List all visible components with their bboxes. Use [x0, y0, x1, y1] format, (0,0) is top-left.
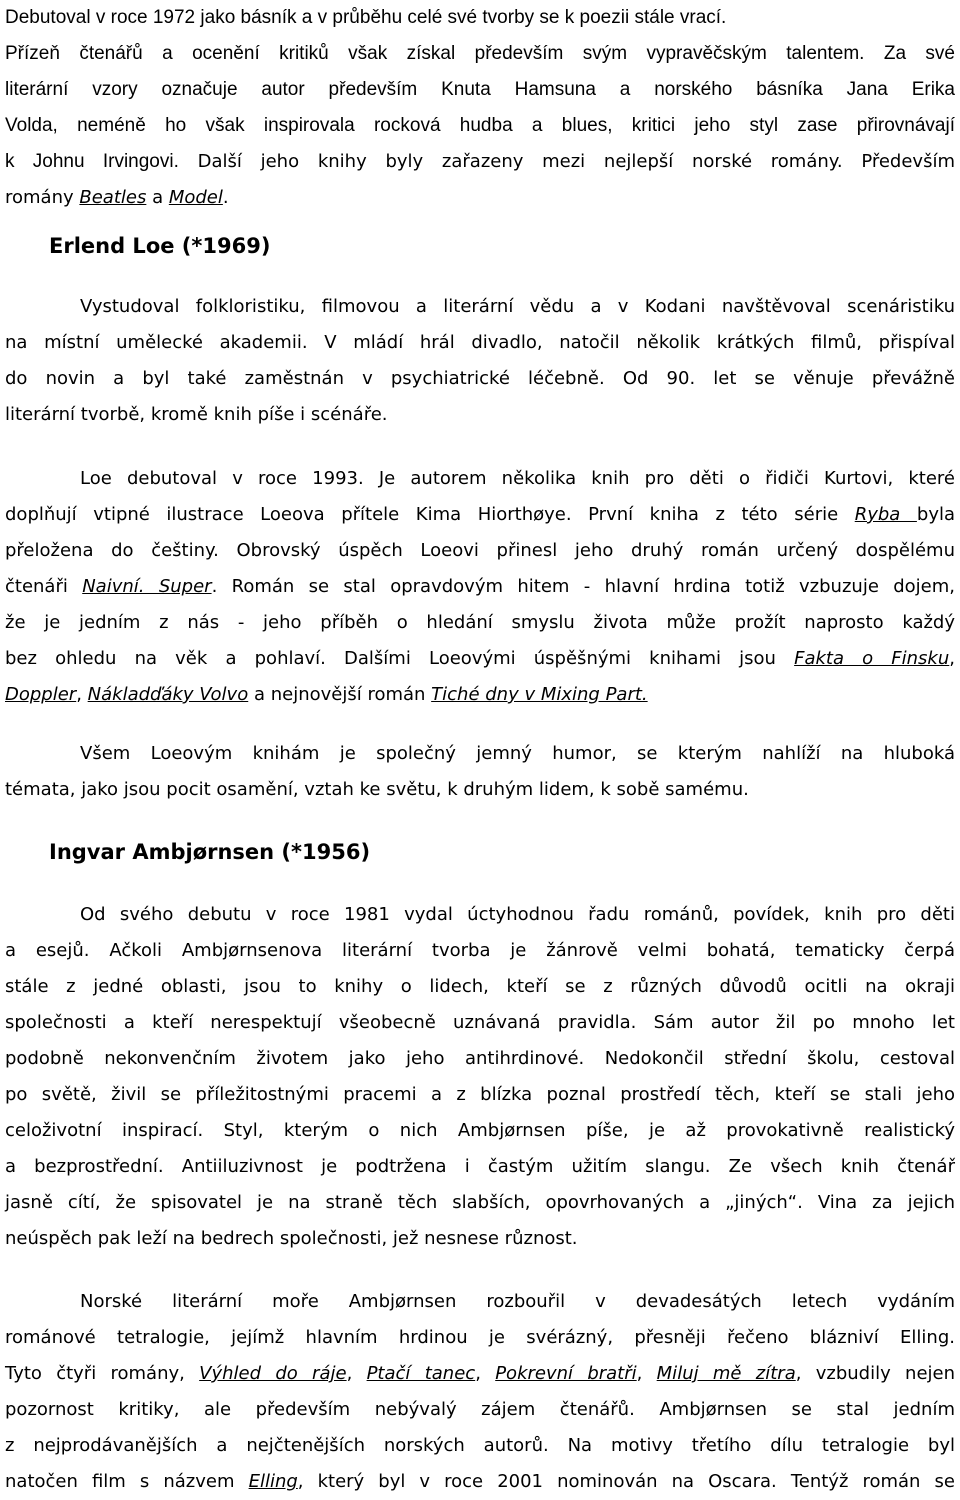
- intro-paragraph: [5, 0, 955, 216]
- text-line: podobně nekonvenčním životem jako jeho antihrdinové. Nedokončil střední školu, cestoval: [5, 1048, 955, 1069]
- book-title-model: Model: [168, 187, 223, 208]
- loe-paragraph-3: [5, 736, 955, 808]
- loe-paragraph-1: [5, 289, 955, 433]
- text-line: Doppler, Nákladďáky Volvo a nejnovější román Tiché dny v Mixing Part.: [5, 684, 648, 705]
- loe-paragraph-2: [5, 461, 955, 713]
- text-line: celoživotní inspirací. Styl, kterým o nich Ambjørnsen píše, je až provokativně realistický: [5, 1120, 955, 1141]
- book-title-tiche-dny: Tiché dny v Mixing Part.: [431, 684, 648, 705]
- book-title-beatles: Beatles: [79, 187, 147, 208]
- text-line: natočen film s názvem Elling, který byl v roce 2001 nominován na Oscara. Tentýž román se: [5, 1471, 955, 1492]
- text-line: na místní umělecké akademii. V mládí hrál divadlo, natočil několik krátkých filmů, přispíval: [5, 332, 955, 353]
- text-line: k Johnu Irvingovi. Další jeho knihy byly zařazeny mezi nejlepší norské romány. Především: [5, 151, 955, 172]
- text-line: a esejů. Ačkoli Ambjørnsenova literární tvorba je žánrově velmi bohatá, tematicky čerpá: [5, 940, 955, 961]
- book-title-nakladaky-volvo: Nákladďáky Volvo: [87, 684, 249, 705]
- text-line: Všem Loeovým knihám je společný jemný humor, se kterým nahlíží na hluboká: [80, 743, 955, 764]
- text-line: do novin a byl také zaměstnán v psychiatrické léčebně. Od 90. let se věnuje převážně: [5, 368, 955, 389]
- text-line: literární tvorbě, kromě knih píše i scénáře.: [5, 404, 388, 425]
- text-line: jasně cítí, že spisovatel je na straně těch slabších, opovrhovaných a „jiných“. Vina za jejich: [5, 1192, 955, 1213]
- book-title-fakta-o-finsku: Fakta o Finsku: [794, 648, 950, 669]
- book-title-ptaci-tanec: Ptačí tanec: [366, 1363, 476, 1384]
- ambjornsen-paragraph-2: [5, 1284, 955, 1500]
- text-line: neúspěch pak leží na bedrech společnosti, jež nesnese různost.: [5, 1228, 578, 1249]
- text-line: témata, jako jsou pocit osamění, vztah ke světu, k druhým lidem, k sobě samému.: [5, 779, 749, 800]
- text-line: stále z jedné oblasti, jsou to knihy o lidech, kteří se z různých důvodů ocitli na okraji: [5, 976, 955, 997]
- section-heading-erlend-loe: Erlend Loe (*1969): [49, 234, 271, 258]
- text-line: a bezprostřední. Antiiluzivnost je podtržena i častým užitím slangu. Ze všech knih čtenář: [5, 1156, 955, 1177]
- text-line: románové tetralogie, jejímž hlavním hrdinou je svérázný, přesněji řečeno blázniví Elling.: [5, 1327, 955, 1348]
- text-line: bez ohledu na věk a pohlaví. Dalšími Loeovými úspěšnými knihami jsou Fakta o Finsku,: [5, 648, 956, 669]
- text-line: Přízeň čtenářů a ocenění kritiků však získal především svým vypravěčským talentem. Za své: [5, 43, 955, 64]
- book-title-miluj-me-zitra: Miluj mě zítra: [656, 1363, 796, 1384]
- text-line: Debutoval v roce 1972 jako básník a v průběhu celé své tvorby se k poezii stále vrací.: [5, 7, 727, 28]
- book-title-ryba: Ryba: [854, 504, 917, 525]
- text-line: přeložena do češtiny. Obrovský úspěch Loeovi přinesl jeho druhý román určený dospělému: [5, 540, 955, 561]
- text-line: Od svého debutu v roce 1981 vydal úctyhodnou řadu románů, povídek, knih pro děti: [80, 904, 955, 925]
- text-line: čtenáři Naivní. Super. Román se stal opravdovým hitem - hlavní hrdina totiž vzbuzuje dojem,: [5, 576, 955, 597]
- text-line: Volda, neméně ho však inspirovala rocková hudba a blues, kritici jeho styl zase přirovnávají: [5, 115, 955, 136]
- ambjornsen-paragraph-1: [5, 897, 955, 1257]
- book-title-pokrevni-bratri: Pokrevní bratři: [495, 1363, 637, 1384]
- text-line: že je jedním z nás - jeho příběh o hledání smyslu života může prožít naprosto každý: [5, 612, 955, 633]
- text-line: Tyto čtyři romány, Výhled do ráje, Ptačí tanec, Pokrevní bratři, Miluj mě zítra, vzbudily nejen: [5, 1363, 955, 1384]
- text-line: Norské literární moře Ambjørnsen rozbouřil v devadesátých letech vydáním: [80, 1291, 955, 1312]
- section-heading-ingvar-ambjornsen: Ingvar Ambjørnsen (*1956): [49, 840, 371, 864]
- book-title-doppler: Doppler: [5, 684, 77, 705]
- text-line: Vystudoval folkloristiku, filmovou a literární vědu a v Kodani navštěvoval scenáristiku: [80, 296, 955, 317]
- film-title-elling: Elling: [248, 1471, 298, 1492]
- text-line: z nejprodávanějších a nejčtenějších norských autorů. Na motivy třetího dílu tetralogie byl: [5, 1435, 955, 1456]
- text-line: společnosti a kteří nerespektují všeobecně uznávaná pravidla. Sám autor žil po mnoho let: [5, 1012, 955, 1033]
- text-line: pozornost kritiky, ale především nebývalý zájem čtenářů. Ambjørnsen se stal jedním: [5, 1399, 955, 1420]
- text-line: literární vzory označuje autor především Knuta Hamsuna a norského básníka Jana Erika: [5, 79, 955, 100]
- book-title-vyhled-do-raje: Výhled do ráje: [199, 1363, 347, 1384]
- text-line: Loe debutoval v roce 1993. Je autorem několika knih pro děti o řidiči Kurtovi, které: [80, 468, 955, 489]
- text-line: doplňují vtipné ilustrace Loeova přítele Kima Hiorthøye. První kniha z této série Ryba byla: [5, 504, 955, 525]
- text-line: po světě, živil se příležitostnými pracemi a z blízka poznal prostředí těch, kteří se stali jeho: [5, 1084, 955, 1105]
- book-title-naivni-super: Naivní. Super: [82, 576, 212, 597]
- text-line: romány Beatles a Model.: [5, 187, 229, 208]
